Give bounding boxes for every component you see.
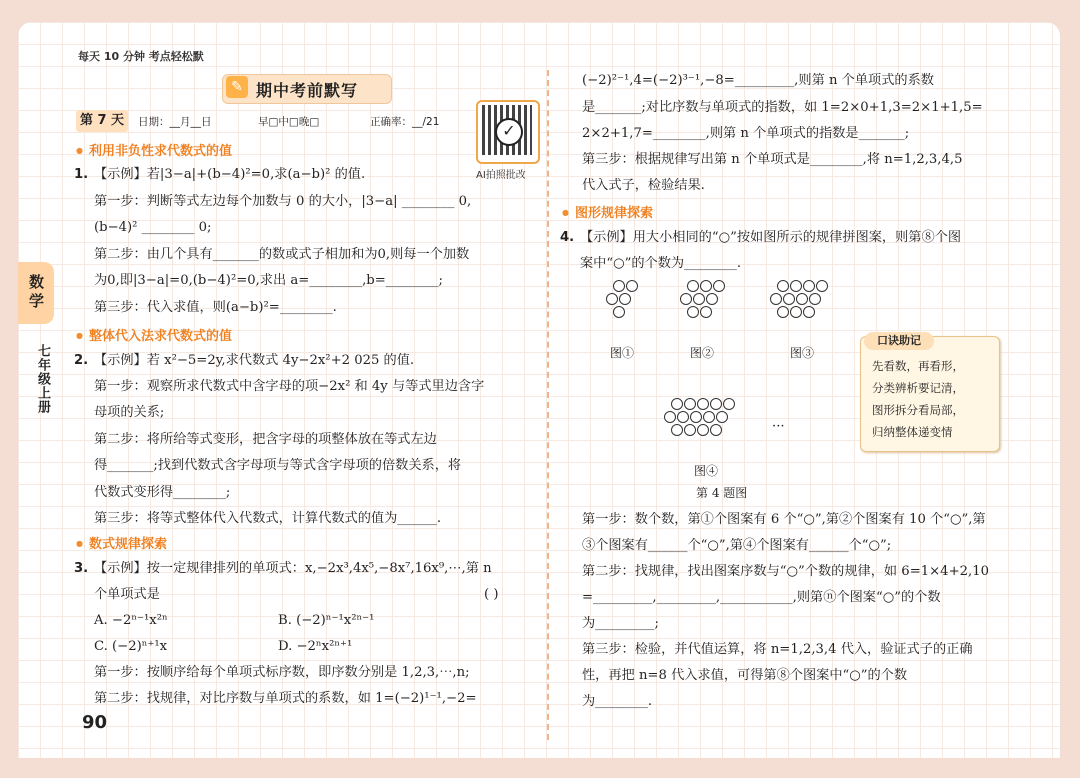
pattern-circle — [606, 293, 618, 305]
pattern-circle — [613, 306, 625, 318]
figure-3-label: 图③ — [790, 346, 815, 360]
q3-cont-line-2: 是_______;对比序数与单项式的指数，如 1=2×0+1,3=2×1+1,5= — [582, 100, 983, 115]
pattern-circle — [680, 293, 692, 305]
figure-4-label: 图④ — [694, 464, 719, 478]
question-2-number: 2. — [74, 353, 89, 368]
pattern-circle — [796, 293, 808, 305]
grade-label: 七年级上册 — [35, 344, 50, 414]
mnemonic-line-2: 分类辨析要记清， — [872, 381, 964, 395]
pattern-circle — [777, 280, 789, 292]
page-header: 每天 10 分钟 考点轻松默 — [78, 50, 204, 63]
page-title: 期中考前默写 — [256, 81, 359, 100]
q4-step-2a: 第二步：找规律，找出图案序数与“○”个数的规律，如 6=1×4+2,10 — [582, 564, 989, 579]
figure-2 — [680, 280, 740, 330]
pattern-circle — [770, 293, 782, 305]
qr-caption: AI拍照批改 — [476, 170, 526, 181]
mnemonic-line-3: 图形拆分看局部， — [872, 403, 964, 417]
option-d: D. −2ⁿx²ⁿ⁺¹ — [278, 639, 353, 654]
pattern-circle — [716, 411, 728, 423]
mnemonic-line-4: 归纳整体递变情 — [872, 425, 953, 439]
pattern-circle — [700, 306, 712, 318]
q4-step-2c: 为_________; — [582, 616, 659, 631]
q4-step-1b: ③个图案有______个“○”,第④个图案有______个“○”; — [582, 538, 892, 553]
q2-line-1: 【示例】若 x²−5=2y,求代数式 4y−2x²+2 025 的值. — [94, 353, 415, 368]
q3-line-3: 第一步：按顺序给每个单项式标序数，即序数分别是 1,2,3,⋯,n; — [94, 665, 470, 680]
pattern-circle — [790, 280, 802, 292]
q1-line-2: 第一步：判断等式左边每个加数与 0 的大小，|3−a| ________ 0, — [94, 194, 472, 209]
pattern-circle — [710, 398, 722, 410]
q4-line-1: 【示例】用大小相同的“○”按如图所示的规律拼图案，则第⑧个图 — [580, 230, 962, 245]
pattern-circle — [703, 411, 715, 423]
pattern-circle — [697, 424, 709, 436]
option-b: B. (−2)ⁿ⁻¹x²ⁿ⁻¹ — [278, 613, 375, 628]
pattern-circle — [723, 398, 735, 410]
q3-cont-line-4: 第三步：根据规律写出第 n 个单项式是________,将 n=1,2,3,4,5 — [582, 152, 963, 167]
section-heading-3: ● 数式规律探索 — [76, 533, 167, 552]
mnemonic-title: 口诀助记 — [864, 332, 934, 350]
question-3-number: 3. — [74, 561, 89, 576]
q3-cont-line-3: 2×2+1,7=________,则第 n 个单项式的指数是_______; — [582, 126, 910, 141]
q3-line-1: 【示例】按一定规律排列的单项式：x,−2x³,4x⁵,−8x⁷,16x⁹,⋯,第 n — [94, 561, 492, 576]
answer-parentheses: ( ) — [484, 587, 499, 602]
figure-1 — [606, 280, 646, 330]
page-number: 90 — [82, 712, 108, 733]
q2-line-3: 母项的关系; — [94, 405, 165, 420]
pattern-circle — [713, 280, 725, 292]
q4-line-2: 案中“○”的个数为________. — [580, 256, 742, 271]
check-icon: ✓ — [495, 118, 523, 146]
pattern-circle — [803, 280, 815, 292]
q1-line-6: 第三步：代入求值，则(a−b)²=________. — [94, 300, 337, 315]
option-c: C. (−2)ⁿ⁺¹x — [94, 639, 168, 654]
pattern-circle — [790, 306, 802, 318]
q3-line-4: 第二步：找规律，对比序数与单项式的系数，如 1=(−2)¹⁻¹,−2= — [94, 691, 477, 706]
q3-line-2: 个单项式是 — [94, 587, 160, 602]
pattern-circle — [783, 293, 795, 305]
pattern-circle — [693, 293, 705, 305]
q1-line-3: (b−4)² ________ 0; — [94, 220, 212, 235]
q4-step-3c: 为________. — [582, 694, 653, 709]
pattern-circle — [671, 398, 683, 410]
question-4-number: 4. — [560, 230, 575, 245]
pattern-circle — [684, 424, 696, 436]
q3-cont-line-5: 代入式子，检验结果. — [582, 178, 705, 193]
q2-line-5: 得_______;找到代数式含字母项与等式含字母项的倍数关系，将 — [94, 458, 462, 473]
q4-step-3b: 性，再把 n=8 代入求值，可得第⑧个图案中“○”的个数 — [582, 668, 908, 683]
pattern-circle — [677, 411, 689, 423]
pattern-circle — [710, 424, 722, 436]
pattern-circle — [684, 398, 696, 410]
option-a: A. −2ⁿ⁻¹x²ⁿ — [94, 613, 168, 628]
q4-step-1a: 第一步：数个数，第①个图案有 6 个“○”,第②个图案有 10 个“○”,第 — [582, 512, 986, 527]
pattern-circle — [671, 424, 683, 436]
pattern-circle — [706, 293, 718, 305]
pattern-circle — [777, 306, 789, 318]
q1-line-4: 第二步：由几个具有_______的数或式子相加和为0,则每一个加数 — [94, 247, 470, 262]
q4-step-2b: =_________,_________,___________,则第ⓝ个图案“○”的个数 — [582, 590, 941, 605]
pattern-circle — [619, 293, 631, 305]
pattern-circle — [700, 280, 712, 292]
q4-step-3a: 第三步：检验，并代值运算，将 n=1,2,3,4 代入，验证式子的正确 — [582, 642, 973, 657]
pattern-circle — [687, 306, 699, 318]
q1-line-5: 为0,即|3−a|=0,(b−4)²=0,求出 a=________,b=________; — [94, 273, 443, 288]
pattern-circle — [803, 306, 815, 318]
pencil-note-icon: ✎ — [226, 76, 248, 98]
pattern-circle — [690, 411, 702, 423]
pattern-circle — [664, 411, 676, 423]
q2-line-4: 第二步：将所给等式变形，把含字母的项整体放在等式左边 — [94, 432, 437, 447]
pattern-circle — [687, 280, 699, 292]
pattern-circle — [816, 280, 828, 292]
section-heading-2: ● 整体代入法求代数式的值 — [76, 325, 232, 344]
pattern-circle — [809, 293, 821, 305]
subject-tab: 数学 — [18, 262, 54, 324]
question-1-number: 1. — [74, 167, 89, 182]
section-heading-4: ● 图形规律探索 — [562, 202, 653, 221]
q3-cont-line-1: (−2)²⁻¹,4=(−2)³⁻¹,−8=_________,则第 n 个单项式的系数 — [582, 73, 934, 88]
figure-1-label: 图① — [610, 346, 635, 360]
date-field: 日期：__月__日 — [138, 116, 212, 128]
q2-line-6: 代数式变形得________; — [94, 485, 231, 500]
day-label: 第 7 天 — [76, 110, 128, 132]
time-field: 早□中□晚□ — [258, 116, 320, 128]
figure-2-label: 图② — [690, 346, 715, 360]
figure-3 — [770, 280, 850, 330]
q2-line-7: 第三步：将等式整体代入代数式，计算代数式的值为______. — [94, 511, 442, 526]
figure-ellipsis: ··· — [772, 419, 785, 434]
q1-line-1: 【示例】若|3−a|+(b−4)²=0,求(a−b)² 的值. — [94, 167, 366, 182]
pattern-circle — [613, 280, 625, 292]
section-heading-1: ● 利用非负性求代数式的值 — [76, 140, 232, 159]
pattern-circle — [626, 280, 638, 292]
column-divider — [547, 70, 549, 740]
mnemonic-line-1: 先看数，再看形， — [872, 359, 964, 373]
figure-caption: 第 4 题图 — [696, 486, 748, 500]
figure-4 — [664, 398, 764, 448]
q2-line-2: 第一步：观察所求代数式中含字母的项−2x² 和 4y 与等式里边含字 — [94, 379, 485, 394]
accuracy-field: 正确率：__/21 — [370, 116, 440, 128]
pattern-circle — [697, 398, 709, 410]
